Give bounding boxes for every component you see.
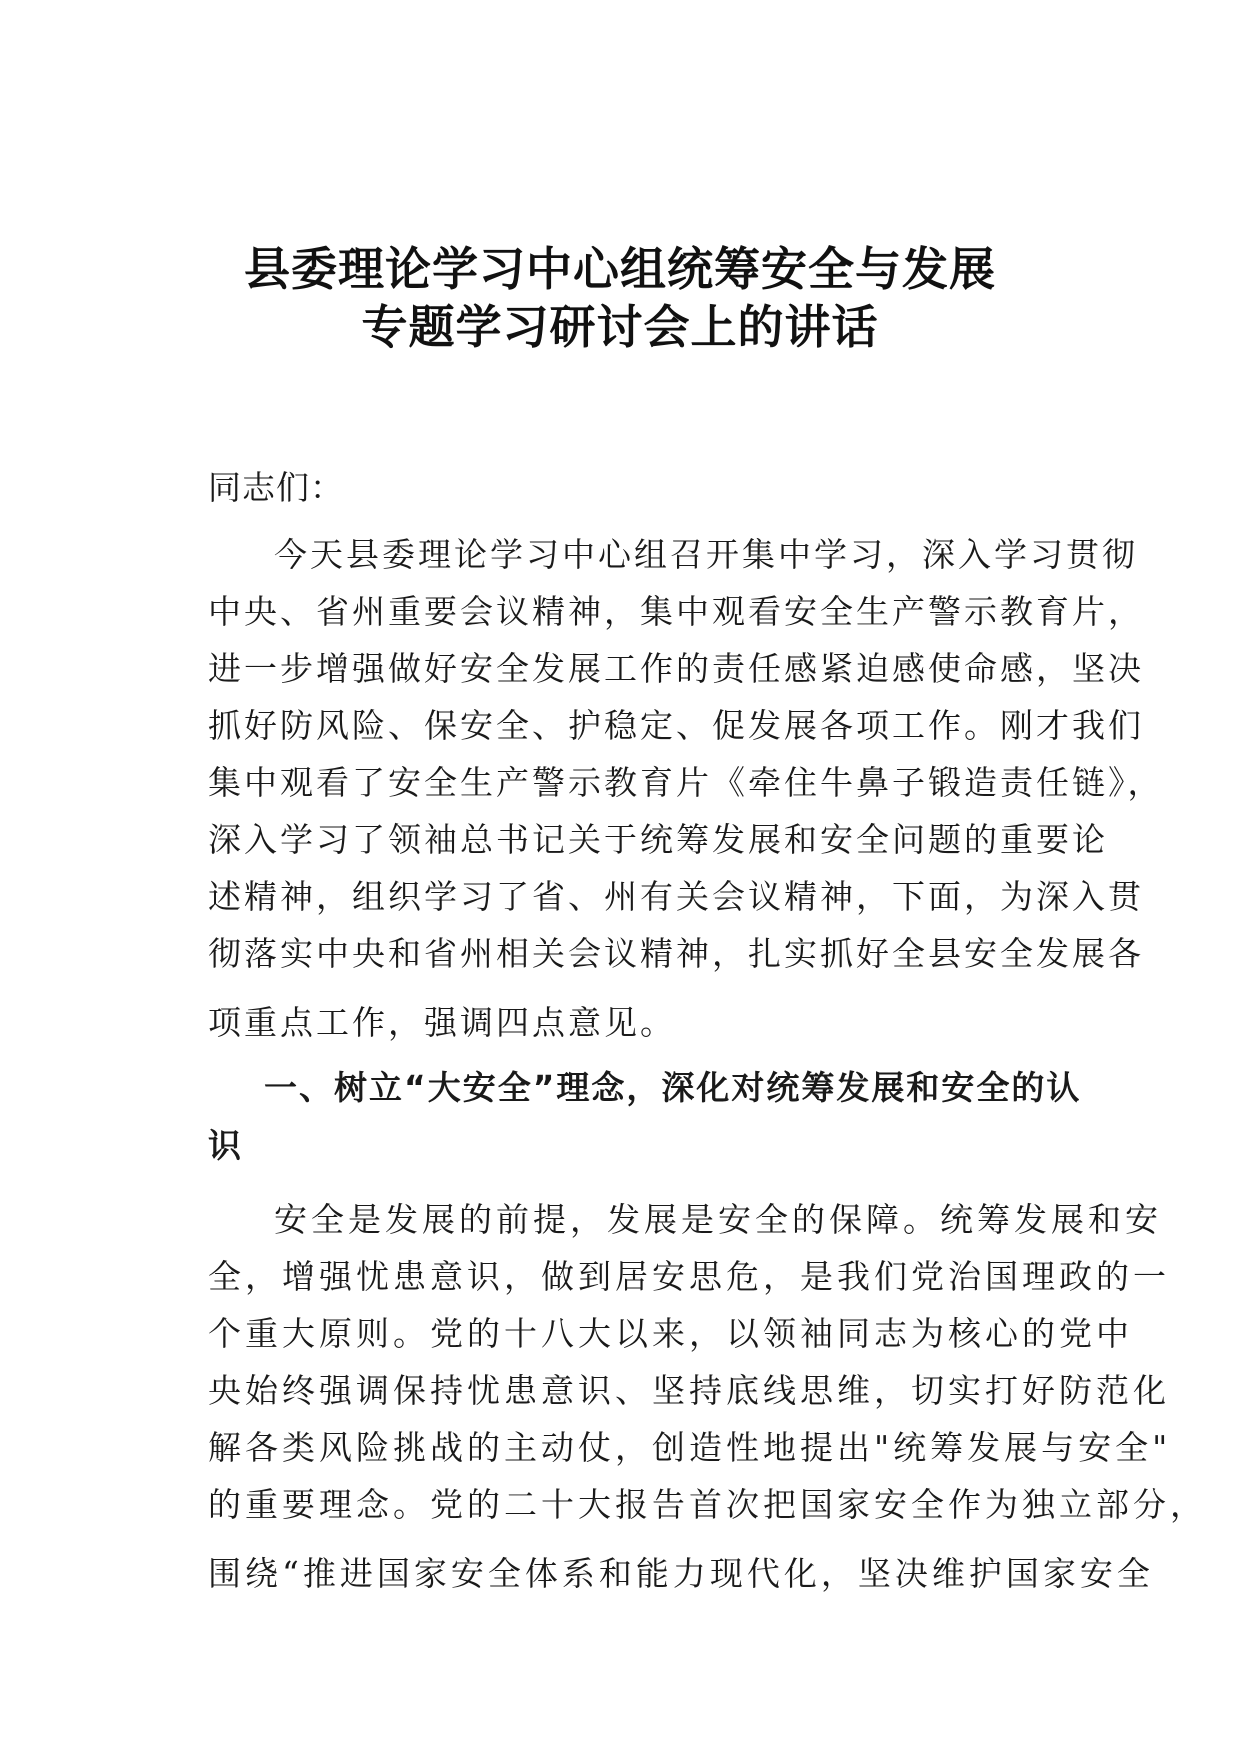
paragraph-line: 进一步增强做好安全发展工作的责任感紧迫感使命感，坚决 (208, 649, 1144, 688)
paragraph-line: 解各类风险挑战的主动仗，创造性地提出"统筹发展与安全" (208, 1428, 1172, 1467)
section-1-paragraph (208, 1191, 1207, 1602)
paragraph-line: 中央、省州重要会议精神，集中观看安全生产警示教育片， (208, 592, 1144, 631)
document-title (0, 240, 1240, 356)
heading-line: 一、树立“大安全”理念，深化对统筹发展和安全的认 (264, 1068, 1082, 1107)
paragraph-line: 彻落实中央和省州相关会议精神，扎实抓好全县安全发展各 (208, 934, 1144, 973)
paragraph-line: 抓好防风险、保安全、护稳定、促发展各项工作。刚才我们 (208, 706, 1144, 745)
title-line-1: 县委理论学习中心组统筹安全与发展 (244, 242, 996, 296)
paragraph-line: 的重要理念。党的二十大报告首次把国家安全作为独立部分， (208, 1485, 1207, 1524)
paragraph-line: 围绕“推进国家安全体系和能力现代化，坚决维护国家安全 (208, 1554, 1154, 1593)
section-heading-1 (208, 1059, 1082, 1175)
title-line-2: 专题学习研讨会上的讲话 (361, 300, 879, 354)
paragraph-line: 项重点工作，强调四点意见。 (208, 1003, 676, 1042)
paragraph-line: 集中观看了安全生产警示教育片《牵住牛鼻子锻造责任链》， (208, 763, 1164, 802)
salutation: 同志们： (208, 468, 344, 507)
paragraph-line: 央始终强调保持忧患意识、坚持底线思维，切实打好防范化 (208, 1371, 1170, 1410)
intro-paragraph (208, 526, 1164, 1051)
paragraph-line: 今天县委理论学习中心组召开集中学习，深入学习贯彻 (274, 535, 1138, 574)
heading-line: 识 (208, 1126, 243, 1165)
paragraph-line: 安全是发展的前提，发展是安全的保障。统筹发展和安 (274, 1200, 1162, 1239)
paragraph-line: 全，增强忧患意识，做到居安思危，是我们党治国理政的一 (208, 1257, 1170, 1296)
paragraph-line: 个重大原则。党的十八大以来，以领袖同志为核心的党中 (208, 1314, 1133, 1353)
document-body (208, 460, 1207, 1602)
paragraph-line: 述精神，组织学习了省、州有关会议精神，下面，为深入贯 (208, 877, 1144, 916)
paragraph-line: 深入学习了领袖总书记关于统筹发展和安全问题的重要论 (208, 820, 1108, 859)
